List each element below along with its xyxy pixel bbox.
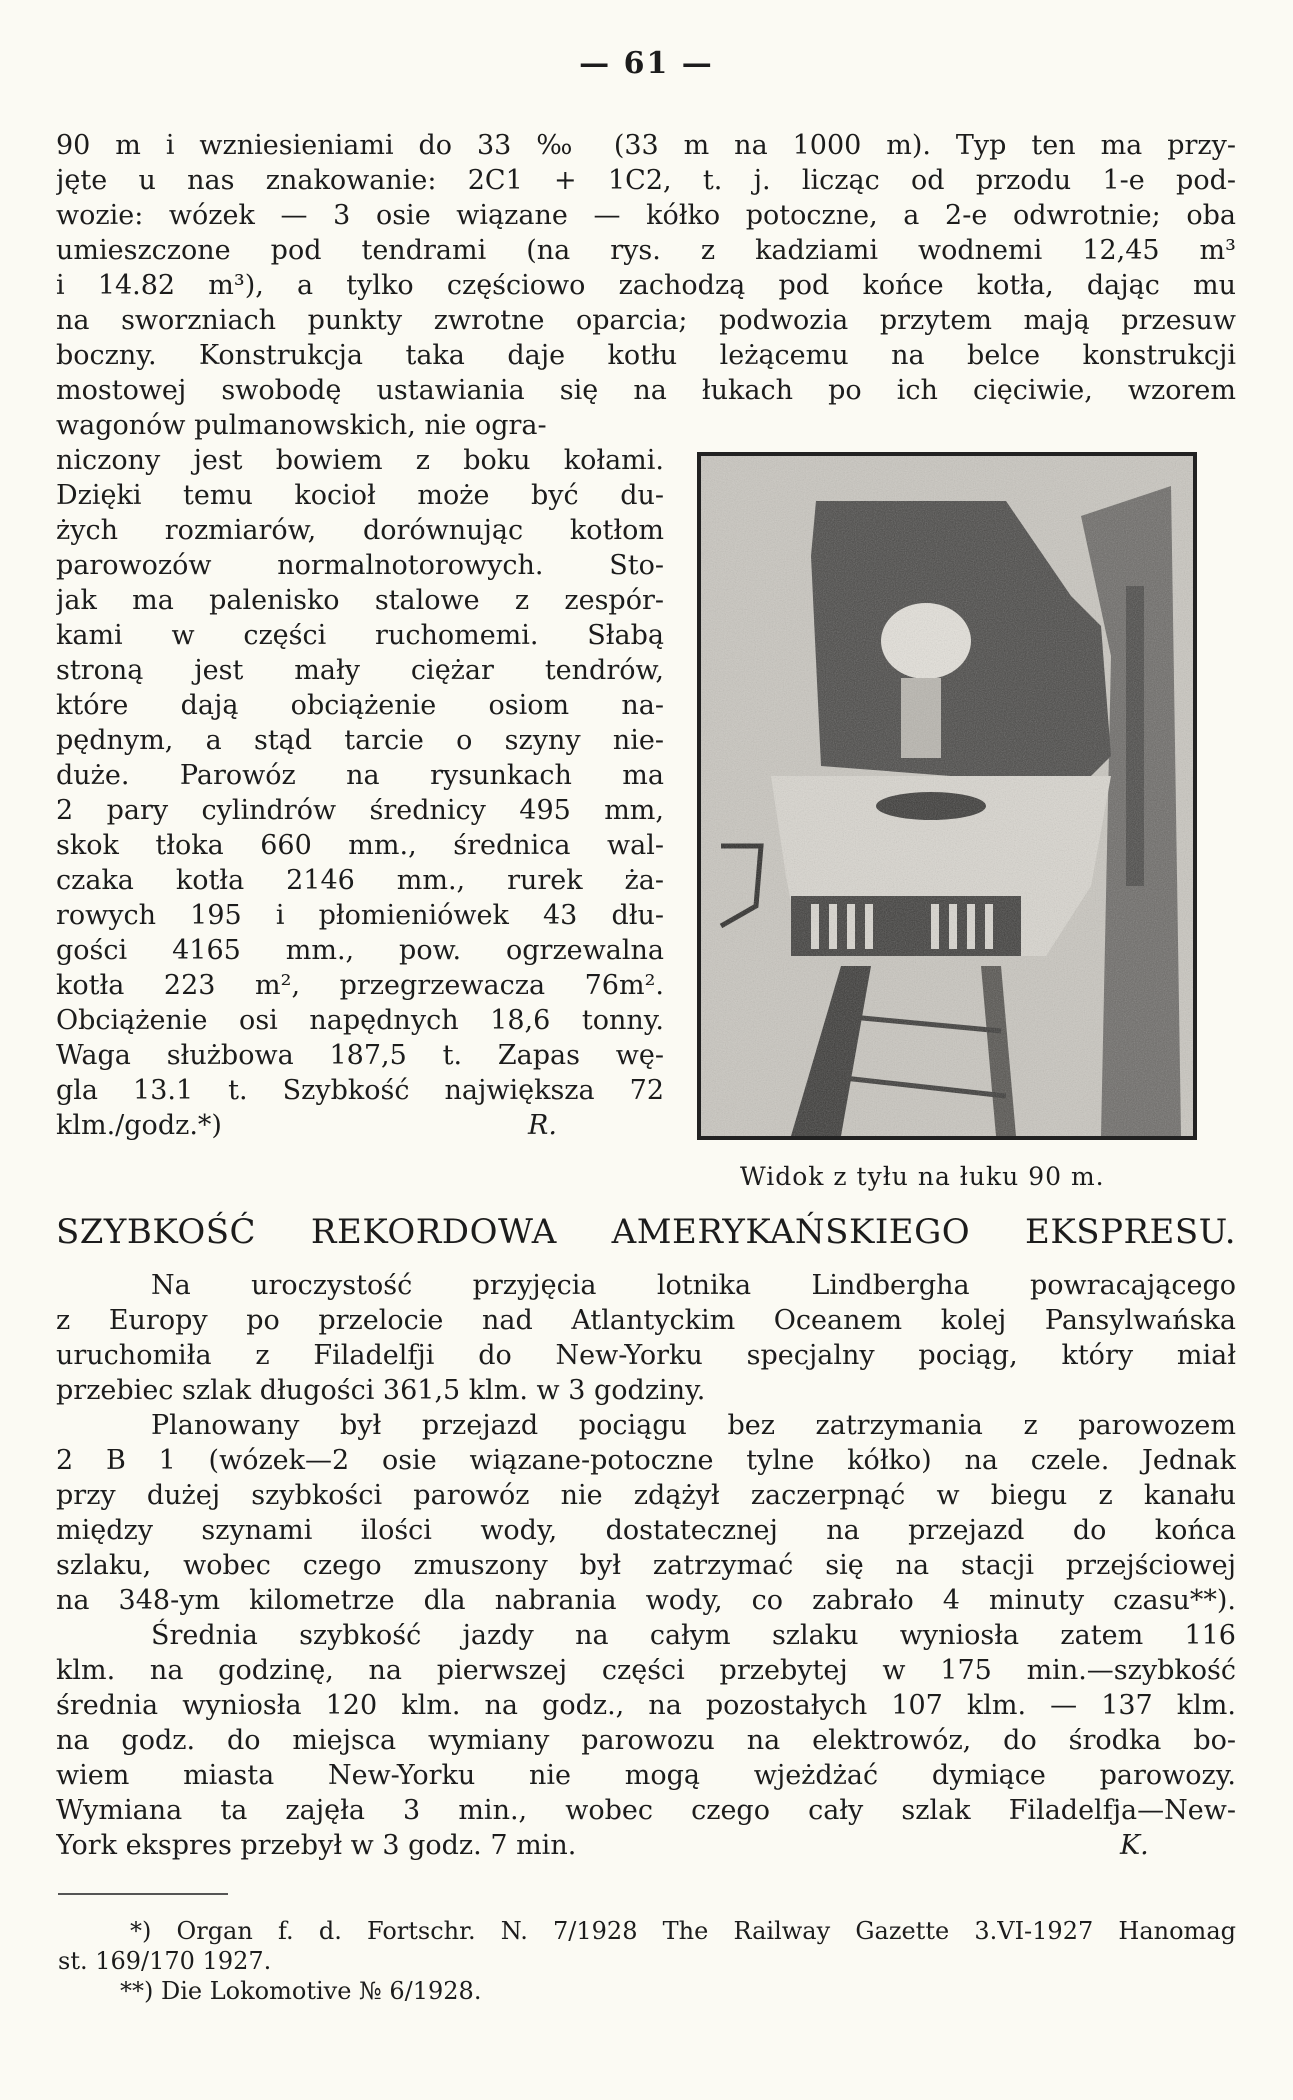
text-line: skok tłoka 660 mm., średnica wal- bbox=[56, 830, 664, 861]
text-line: Dzięki temu kocioł może być du- bbox=[56, 480, 664, 511]
text-line: na godz. do miejsca wymiany parowozu na elektrowóz, do środka bo- bbox=[56, 1725, 1236, 1756]
text-line: jęte u nas znakowanie: 2C1 + 1C2, t. j. licząc od przodu 1-e pod- bbox=[56, 165, 1236, 196]
text-line: i 14.82 m³), a tylko częściowo zachodzą pod końce kotła, dając mu bbox=[56, 270, 1236, 301]
text-line: z Europy po przelocie nad Atlantyckim Oceanem kolej Pansylwańska bbox=[56, 1305, 1236, 1336]
text-line: Wymiana ta zajęła 3 min., wobec czego cały szlak Filadelfja—New- bbox=[56, 1795, 1236, 1826]
text-line: wozie: wózek — 3 osie wiązane — kółko potoczne, a 2-e odwrotnie; oba bbox=[56, 200, 1236, 231]
text-line: klm./godz.*) bbox=[56, 1110, 222, 1141]
text-line: 2 pary cylindrów średnicy 495 mm, bbox=[56, 795, 664, 826]
text-line: Planowany był przejazd pociągu bez zatrzymania z parowozem bbox=[151, 1410, 1236, 1441]
text-line: jak ma palenisko stalowe z zespór- bbox=[56, 585, 664, 616]
text-line: przy dużej szybkości parowóz nie zdążył zaczerpnąć w biegu z kanału bbox=[56, 1480, 1236, 1511]
text-line: duże. Parowóz na rysunkach ma bbox=[56, 760, 664, 791]
text-line: umieszczone pod tendrami (na rys. z kadziami wodnemi 12,45 m³ bbox=[56, 235, 1236, 266]
text-line: szlaku, wobec czego zmuszony był zatrzymać się na stacji przejściowej bbox=[56, 1550, 1236, 1581]
text-line: gla 13.1 t. Szybkość największa 72 bbox=[56, 1075, 664, 1106]
text-line: parowozów normalnotorowych. Sto- bbox=[56, 550, 664, 581]
text-line: 2 B 1 (wózek—2 osie wiązane-potoczne tylne kółko) na czele. Jednak bbox=[56, 1445, 1236, 1476]
text-line: czaka kotła 2146 mm., rurek ża- bbox=[56, 865, 664, 896]
photo-caption: Widok z tyłu na łuku 90 m. bbox=[740, 1162, 1105, 1191]
text-line: przebiec szlak długości 361,5 klm. w 3 godziny. bbox=[56, 1375, 706, 1406]
footnote-1-continued: st. 169/170 1927. bbox=[58, 1947, 272, 1975]
text-line: rowych 195 i płomieniówek 43 dłu- bbox=[56, 900, 664, 931]
text-line: York ekspres przebył w 3 godz. 7 min. bbox=[56, 1830, 577, 1861]
text-line: uruchomiła z Filadelfji do New-Yorku specjalny pociąg, który miał bbox=[56, 1340, 1236, 1371]
text-line: wiem miasta New-Yorku nie mogą wjeżdżać dymiące parowozy. bbox=[56, 1760, 1236, 1791]
text-line: Na uroczystość przyjęcia lotnika Lindbergha powracającego bbox=[151, 1270, 1236, 1301]
text-line: gości 4165 mm., pow. ogrzewalna bbox=[56, 935, 664, 966]
text-line: pędnym, a stąd tarcie o szyny nie- bbox=[56, 725, 664, 756]
text-line: Obciążenie osi napędnych 18,6 tonny. bbox=[56, 1005, 664, 1036]
text-line: kotła 223 m², przegrzewacza 76m². bbox=[56, 970, 664, 1001]
footnote-1: *) Organ f. d. Fortschr. N. 7/1928 The Railway Gazette 3.VI-1927 Hanomag bbox=[130, 1917, 1236, 1945]
footnote-2: **) Die Lokomotive № 6/1928. bbox=[120, 1977, 482, 2005]
author-signature: K. bbox=[1120, 1830, 1149, 1861]
article-heading: SZYBKOŚĆ REKORDOWA AMERYKAŃSKIEGO EKSPRESU. bbox=[56, 1212, 1236, 1252]
text-line: żych rozmiarów, dorównując kotłom bbox=[56, 515, 664, 546]
text-line: klm. na godzinę, na pierwszej części przebytej w 175 min.—szybkość bbox=[56, 1655, 1236, 1686]
text-line: Waga służbowa 187,5 t. Zapas wę- bbox=[56, 1040, 664, 1071]
text-line: 90 m i wzniesieniami do 33 ‰ (33 m na 1000 m). Typ ten ma przy- bbox=[56, 130, 1236, 161]
locomotive-rear-view-image bbox=[701, 456, 1193, 1136]
locomotive-photo bbox=[697, 452, 1197, 1140]
text-line: między szynami ilości wody, dostatecznej na przejazd do końca bbox=[56, 1515, 1236, 1546]
text-line: mostowej swobodę ustawiania się na łukach po ich cięciwie, wzorem bbox=[56, 375, 1236, 406]
text-line: na sworzniach punkty zwrotne oparcia; podwozia przytem mają przesuw bbox=[56, 305, 1236, 336]
page-number: — 61 — bbox=[579, 46, 714, 81]
text-line: niczony jest bowiem z boku kołami. bbox=[56, 445, 664, 476]
footnote-divider bbox=[58, 1893, 228, 1895]
text-line: stroną jest mały ciężar tendrów, bbox=[56, 655, 664, 686]
text-line: kami w części ruchomemi. Słabą bbox=[56, 620, 664, 651]
text-line: boczny. Konstrukcja taka daje kotłu leżącemu na belce konstrukcji bbox=[56, 340, 1236, 371]
text-line: wagonów pulmanowskich, nie ogra- bbox=[56, 410, 547, 441]
text-line: które dają obciążenie osiom na- bbox=[56, 690, 664, 721]
text-line: średnia wyniosła 120 klm. na godz., na pozostałych 107 klm. — 137 klm. bbox=[56, 1690, 1236, 1721]
text-line: na 348-ym kilometrze dla nabrania wody, co zabrało 4 minuty czasu**). bbox=[56, 1585, 1236, 1616]
author-signature: R. bbox=[528, 1110, 557, 1141]
text-line: Średnia szybkość jazdy na całym szlaku wyniosła zatem 116 bbox=[151, 1620, 1236, 1651]
